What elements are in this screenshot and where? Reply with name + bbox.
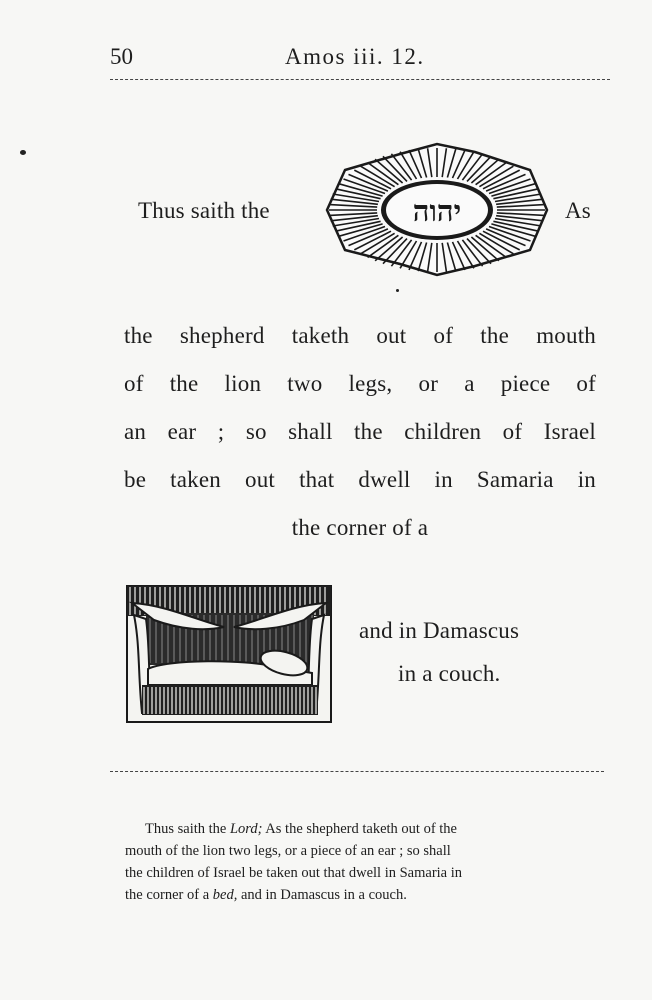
rebus-line-4: an ear ; so shall the children of Israel: [124, 419, 596, 444]
footnote-line-4: the corner of a bed, and in Damascus in a couch.: [125, 887, 407, 903]
rebus-line-3: of the lion two legs, or a piece of: [124, 371, 596, 396]
rebus-line-5: be taken out that dwell in Samaria in: [124, 467, 596, 492]
ink-speck: [396, 289, 399, 292]
rebus-line-1-after: As: [565, 198, 591, 223]
page-number: 50: [110, 44, 133, 69]
rebus-line-8: in a couch.: [398, 661, 501, 686]
footnote-line-1: Thus saith the Lord; As the shepherd taketh out of the: [145, 821, 457, 837]
header-rule: [110, 79, 610, 80]
rebus-line-7: and in Damascus: [359, 618, 520, 643]
rebus-line-2: the shepherd taketh out of the mouth: [124, 323, 596, 348]
footnote-line-3: the children of Israel be taken out that dwell in Samaria in: [125, 865, 463, 881]
rebus-line-1-before: Thus saith the: [138, 198, 270, 223]
footnote-line-2: mouth of the lion two legs, or a piece of an ear ; so shall: [125, 843, 451, 859]
rebus-line-6: the corner of a: [291, 515, 429, 540]
canopy-bed-engraving: [126, 585, 332, 723]
page-header: [110, 44, 610, 76]
running-head: Amos iii. 12.: [285, 44, 425, 69]
ink-speck: [20, 150, 26, 155]
divine-name-glyph: יהוה: [412, 194, 462, 228]
divine-name-sunburst-emblem: [325, 142, 550, 277]
footnote-translation: [125, 818, 591, 906]
footnote-rule: [110, 771, 604, 772]
